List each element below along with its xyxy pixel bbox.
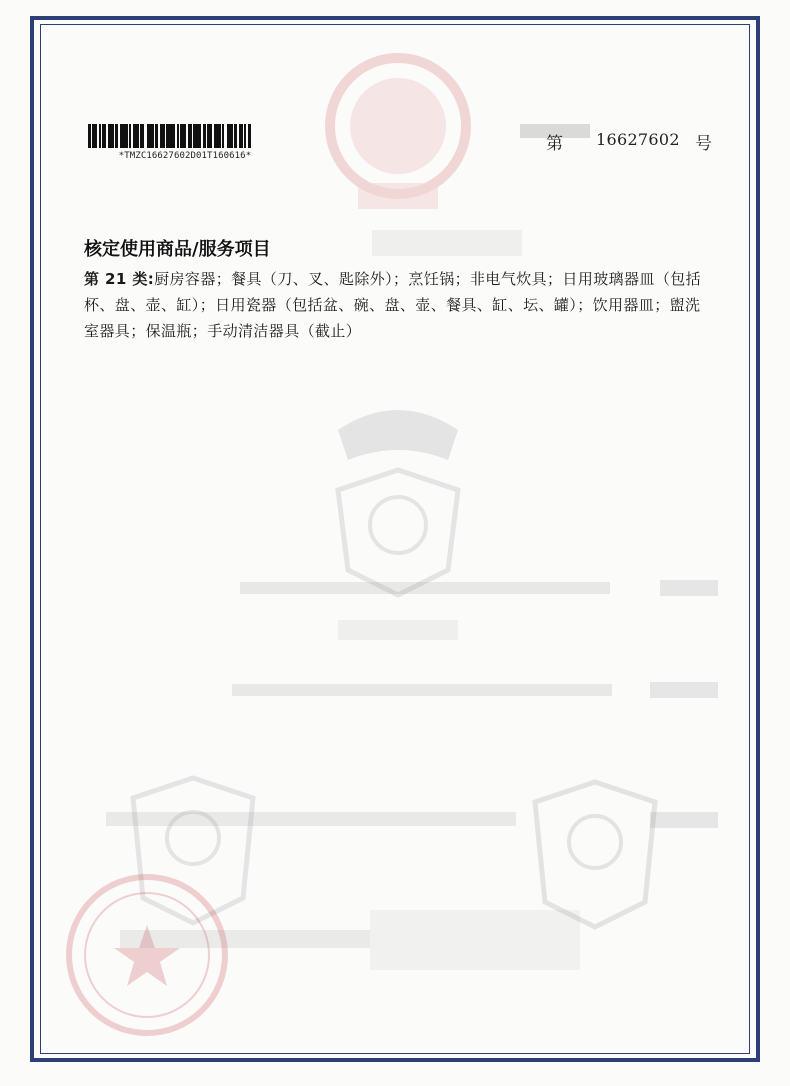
goods-section-title: 核定使用商品/服务项目	[84, 239, 271, 260]
barcode	[88, 124, 274, 148]
barcode-code: *TMZC16627602D01T160616*	[118, 151, 252, 161]
bleed-through-mark	[372, 230, 522, 256]
bleed-through-mark	[240, 582, 610, 594]
bleed-through-mark	[650, 682, 718, 698]
emblem-watermark-bottom-right	[520, 772, 670, 932]
national-emblem-watermark	[318, 48, 478, 218]
registration-number: 16627602	[596, 130, 680, 149]
signature-bleed-through	[370, 910, 580, 970]
bleed-through-mark	[106, 812, 516, 826]
goods-items: 厨房容器；餐具（刀、叉、匙除外）；烹饪锅；非电气炊具；日用玻璃器皿（包括杯、盘、壶、缸）；日用瓷器（包括盆、碗、盘、壶、餐具、缸、坛、罐）；饮用器皿；盥洗室器具；保温瓶；手动清洁器具（截止）	[84, 270, 702, 340]
bleed-through-mark	[120, 930, 370, 948]
goods-class-label: 第 21 类:	[84, 270, 155, 288]
registration-label: 第	[546, 134, 563, 154]
bleed-through-mark	[660, 580, 718, 596]
bleed-through-mark	[650, 812, 718, 828]
emblem-watermark-center	[318, 400, 478, 600]
goods-list	[84, 266, 714, 344]
red-seal-watermark	[62, 870, 232, 1040]
bleed-through-mark	[232, 684, 612, 696]
bleed-through-mark	[338, 620, 458, 640]
registration-suffix: 号	[695, 134, 712, 154]
